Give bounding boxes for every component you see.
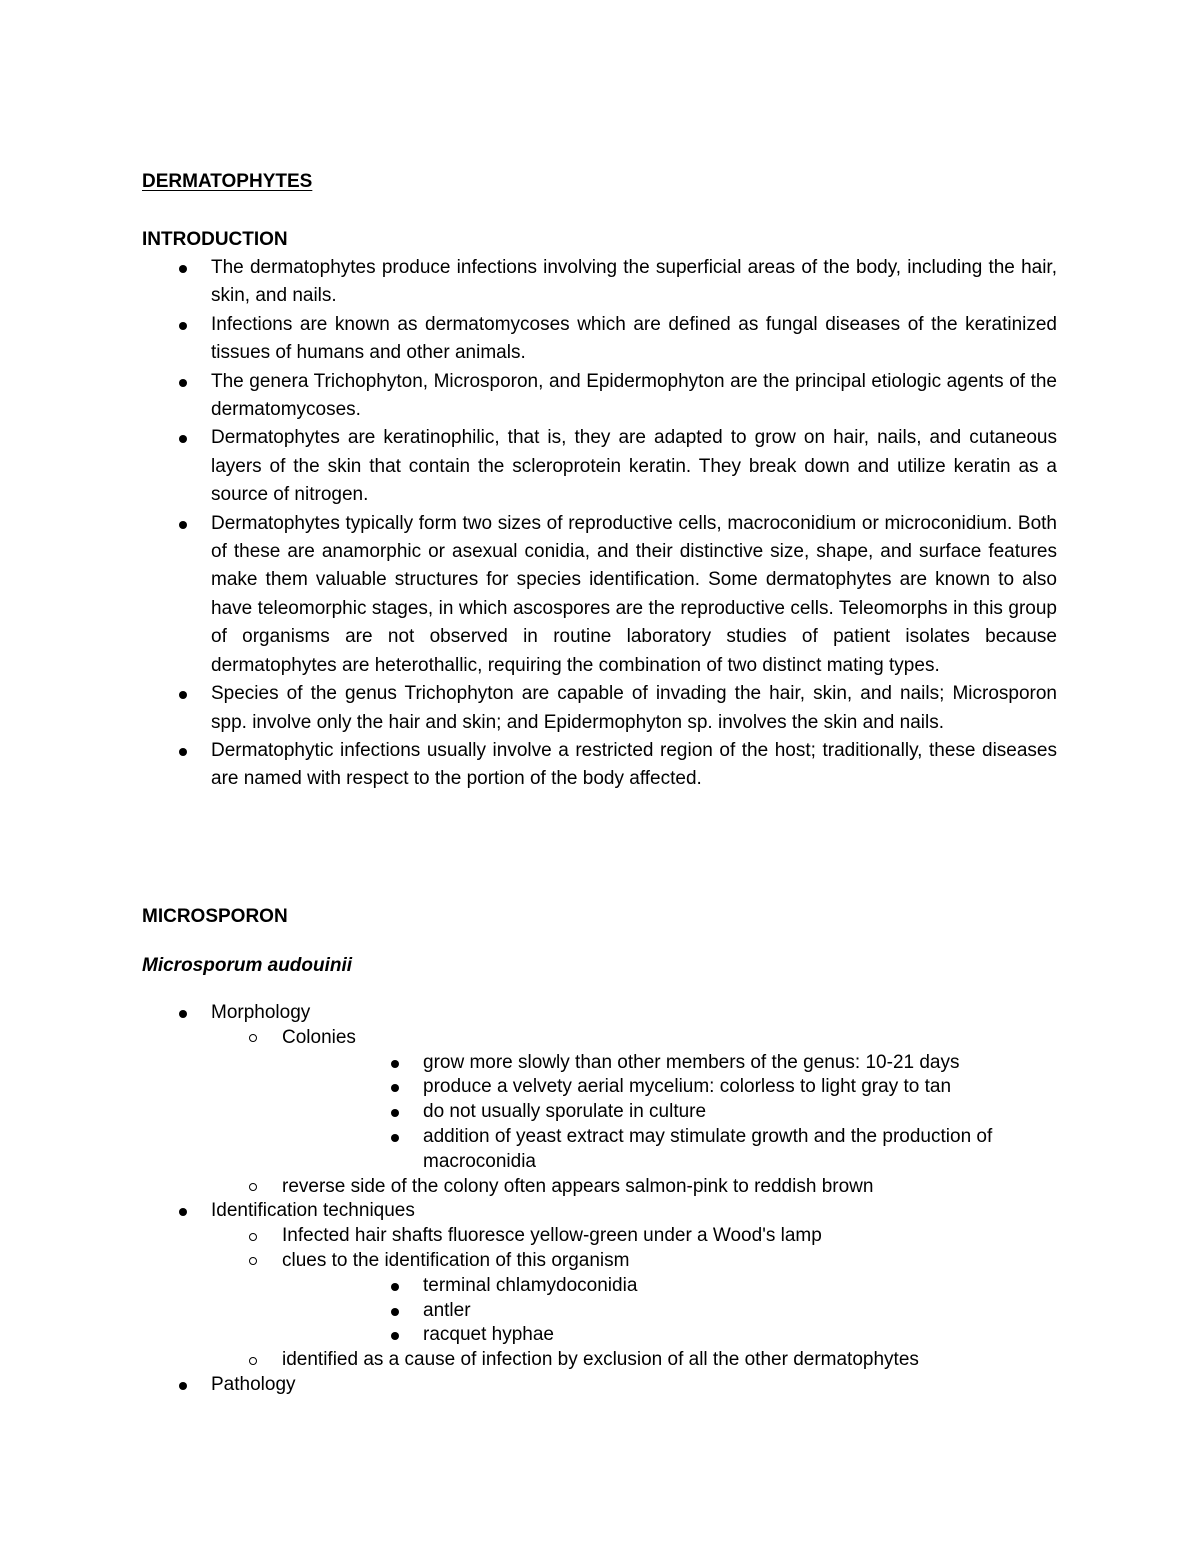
list-item [0, 1075, 1063, 1100]
circle-bullet-icon [249, 1183, 257, 1191]
list-item-text: The genera Trichophyton, Microsporon, and Epidermophyton are the principal etiologic agents of the dermatomycoses. [211, 370, 1057, 421]
bullet-icon [391, 1084, 399, 1092]
bullet-icon [179, 748, 187, 756]
list-item-text: racquet hyphae [423, 1324, 554, 1346]
list-item-text: Infections are known as dermatomycoses which are defined as fungal diseases of the keratinized tissues of humans and other animals. [211, 313, 1057, 364]
bullet-icon [391, 1109, 399, 1117]
bullet-icon [391, 1060, 399, 1068]
bullet-icon [391, 1332, 399, 1340]
list-item [0, 1051, 1063, 1076]
outline-item-label: clues to the identification of this organism [282, 1249, 630, 1271]
outline-item-pathology [0, 1373, 1063, 1398]
list-item-text: antler [423, 1299, 471, 1321]
bullet-icon [179, 265, 187, 273]
outline-item-label: identified as a cause of infection by exclusion of all the other dermatophytes [282, 1349, 919, 1371]
bullet-icon [179, 1208, 187, 1216]
list-item-text: Dermatophytes typically form two sizes of reproductive cells, macroconidium or microconidium. Both of these are anamorphic or asexual conidia, and their distinctive size, shape, and surface features make them valuable structures for species identification. Some dermatophytes are known to also have teleomorphic stages, in which ascospores are the reproductive cells. Teleomorphs in this group of organisms are not observed in routine laboratory studies of patient isolates because dermatophytes are heterothallic, requiring the combination of two distinct mating types. [211, 512, 1057, 676]
outline-item-identification [0, 1199, 1063, 1224]
bullet-icon [179, 1010, 187, 1018]
bullet-icon [391, 1283, 399, 1291]
species-heading: Microsporum audouinii [142, 955, 353, 976]
list-item [0, 737, 1057, 794]
list-item [0, 680, 1057, 737]
list-item-text: Dermatophytic infections usually involve a restricted region of the host; traditionally, these diseases are named with respect to the portion of the body affected. [211, 739, 1057, 790]
outline-item-label: Infected hair shafts fluoresce yellow-green under a Wood's lamp [282, 1225, 822, 1247]
list-item [0, 424, 1057, 509]
list-item [0, 1323, 1063, 1348]
bullet-icon [179, 521, 187, 529]
circle-bullet-icon [249, 1233, 257, 1241]
list-item [0, 510, 1057, 680]
list-item-text: terminal chlamydoconidia [423, 1274, 638, 1296]
list-item-text: produce a velvety aerial mycelium: colorless to light gray to tan [423, 1076, 952, 1098]
list-item-text: grow more slowly than other members of the genus: 10-21 days [423, 1051, 960, 1073]
outline-item-label: Morphology [211, 1002, 311, 1023]
outline-item-woods-lamp [0, 1224, 1063, 1249]
outline-item-label: Pathology [211, 1373, 296, 1395]
list-item [0, 1274, 1063, 1299]
bullet-icon [179, 1382, 187, 1390]
introduction-list [0, 254, 1057, 794]
outline-item-colonies [0, 1026, 1063, 1051]
circle-bullet-icon [249, 1257, 257, 1265]
list-item [0, 311, 1057, 368]
list-item [0, 254, 1057, 311]
list-item-text: The dermatophytes produce infections involving the superficial areas of the body, including the hair, skin, and nails. [211, 257, 1057, 307]
list-item-text: Dermatophytes are keratinophilic, that is, they are adapted to grow on hair, nails, and cutaneous layers of the skin that contain the scleroprotein keratin. They break down and utilize keratin as a source of nitrogen. [211, 427, 1057, 506]
microsporon-heading: MICROSPORON [142, 906, 288, 927]
list-item-text: addition of yeast extract may stimulate growth and the production of macroconidia [423, 1125, 993, 1172]
outline-item-reverse [0, 1175, 1063, 1200]
outline-item-clues [0, 1249, 1063, 1274]
circle-bullet-icon [249, 1034, 257, 1042]
list-item [0, 1125, 1063, 1175]
document-title: DERMATOPHYTES [142, 171, 313, 192]
list-item-text: do not usually sporulate in culture [423, 1101, 707, 1123]
species-outline [0, 1001, 1063, 1398]
bullet-icon [391, 1308, 399, 1316]
circle-bullet-icon [249, 1357, 257, 1365]
bullet-icon [179, 435, 187, 443]
list-item [0, 1299, 1063, 1324]
bullet-icon [179, 691, 187, 699]
outline-item-exclusion [0, 1348, 1063, 1373]
outline-item-label: Colonies [282, 1026, 356, 1048]
bullet-icon [391, 1134, 399, 1142]
bullet-icon [179, 379, 187, 387]
outline-item-label: reverse side of the colony often appears salmon-pink to reddish brown [282, 1175, 874, 1197]
list-item [0, 368, 1057, 425]
outline-item-label: Identification techniques [211, 1200, 415, 1222]
introduction-heading: INTRODUCTION [142, 229, 288, 250]
list-item [0, 1100, 1063, 1125]
bullet-icon [179, 322, 187, 330]
outline-item-morphology [0, 1001, 1063, 1026]
list-item-text: Species of the genus Trichophyton are capable of invading the hair, skin, and nails; Microsporon spp. involve only the hair and skin; and Epidermophyton sp. involves the skin and nails. [211, 683, 1057, 733]
